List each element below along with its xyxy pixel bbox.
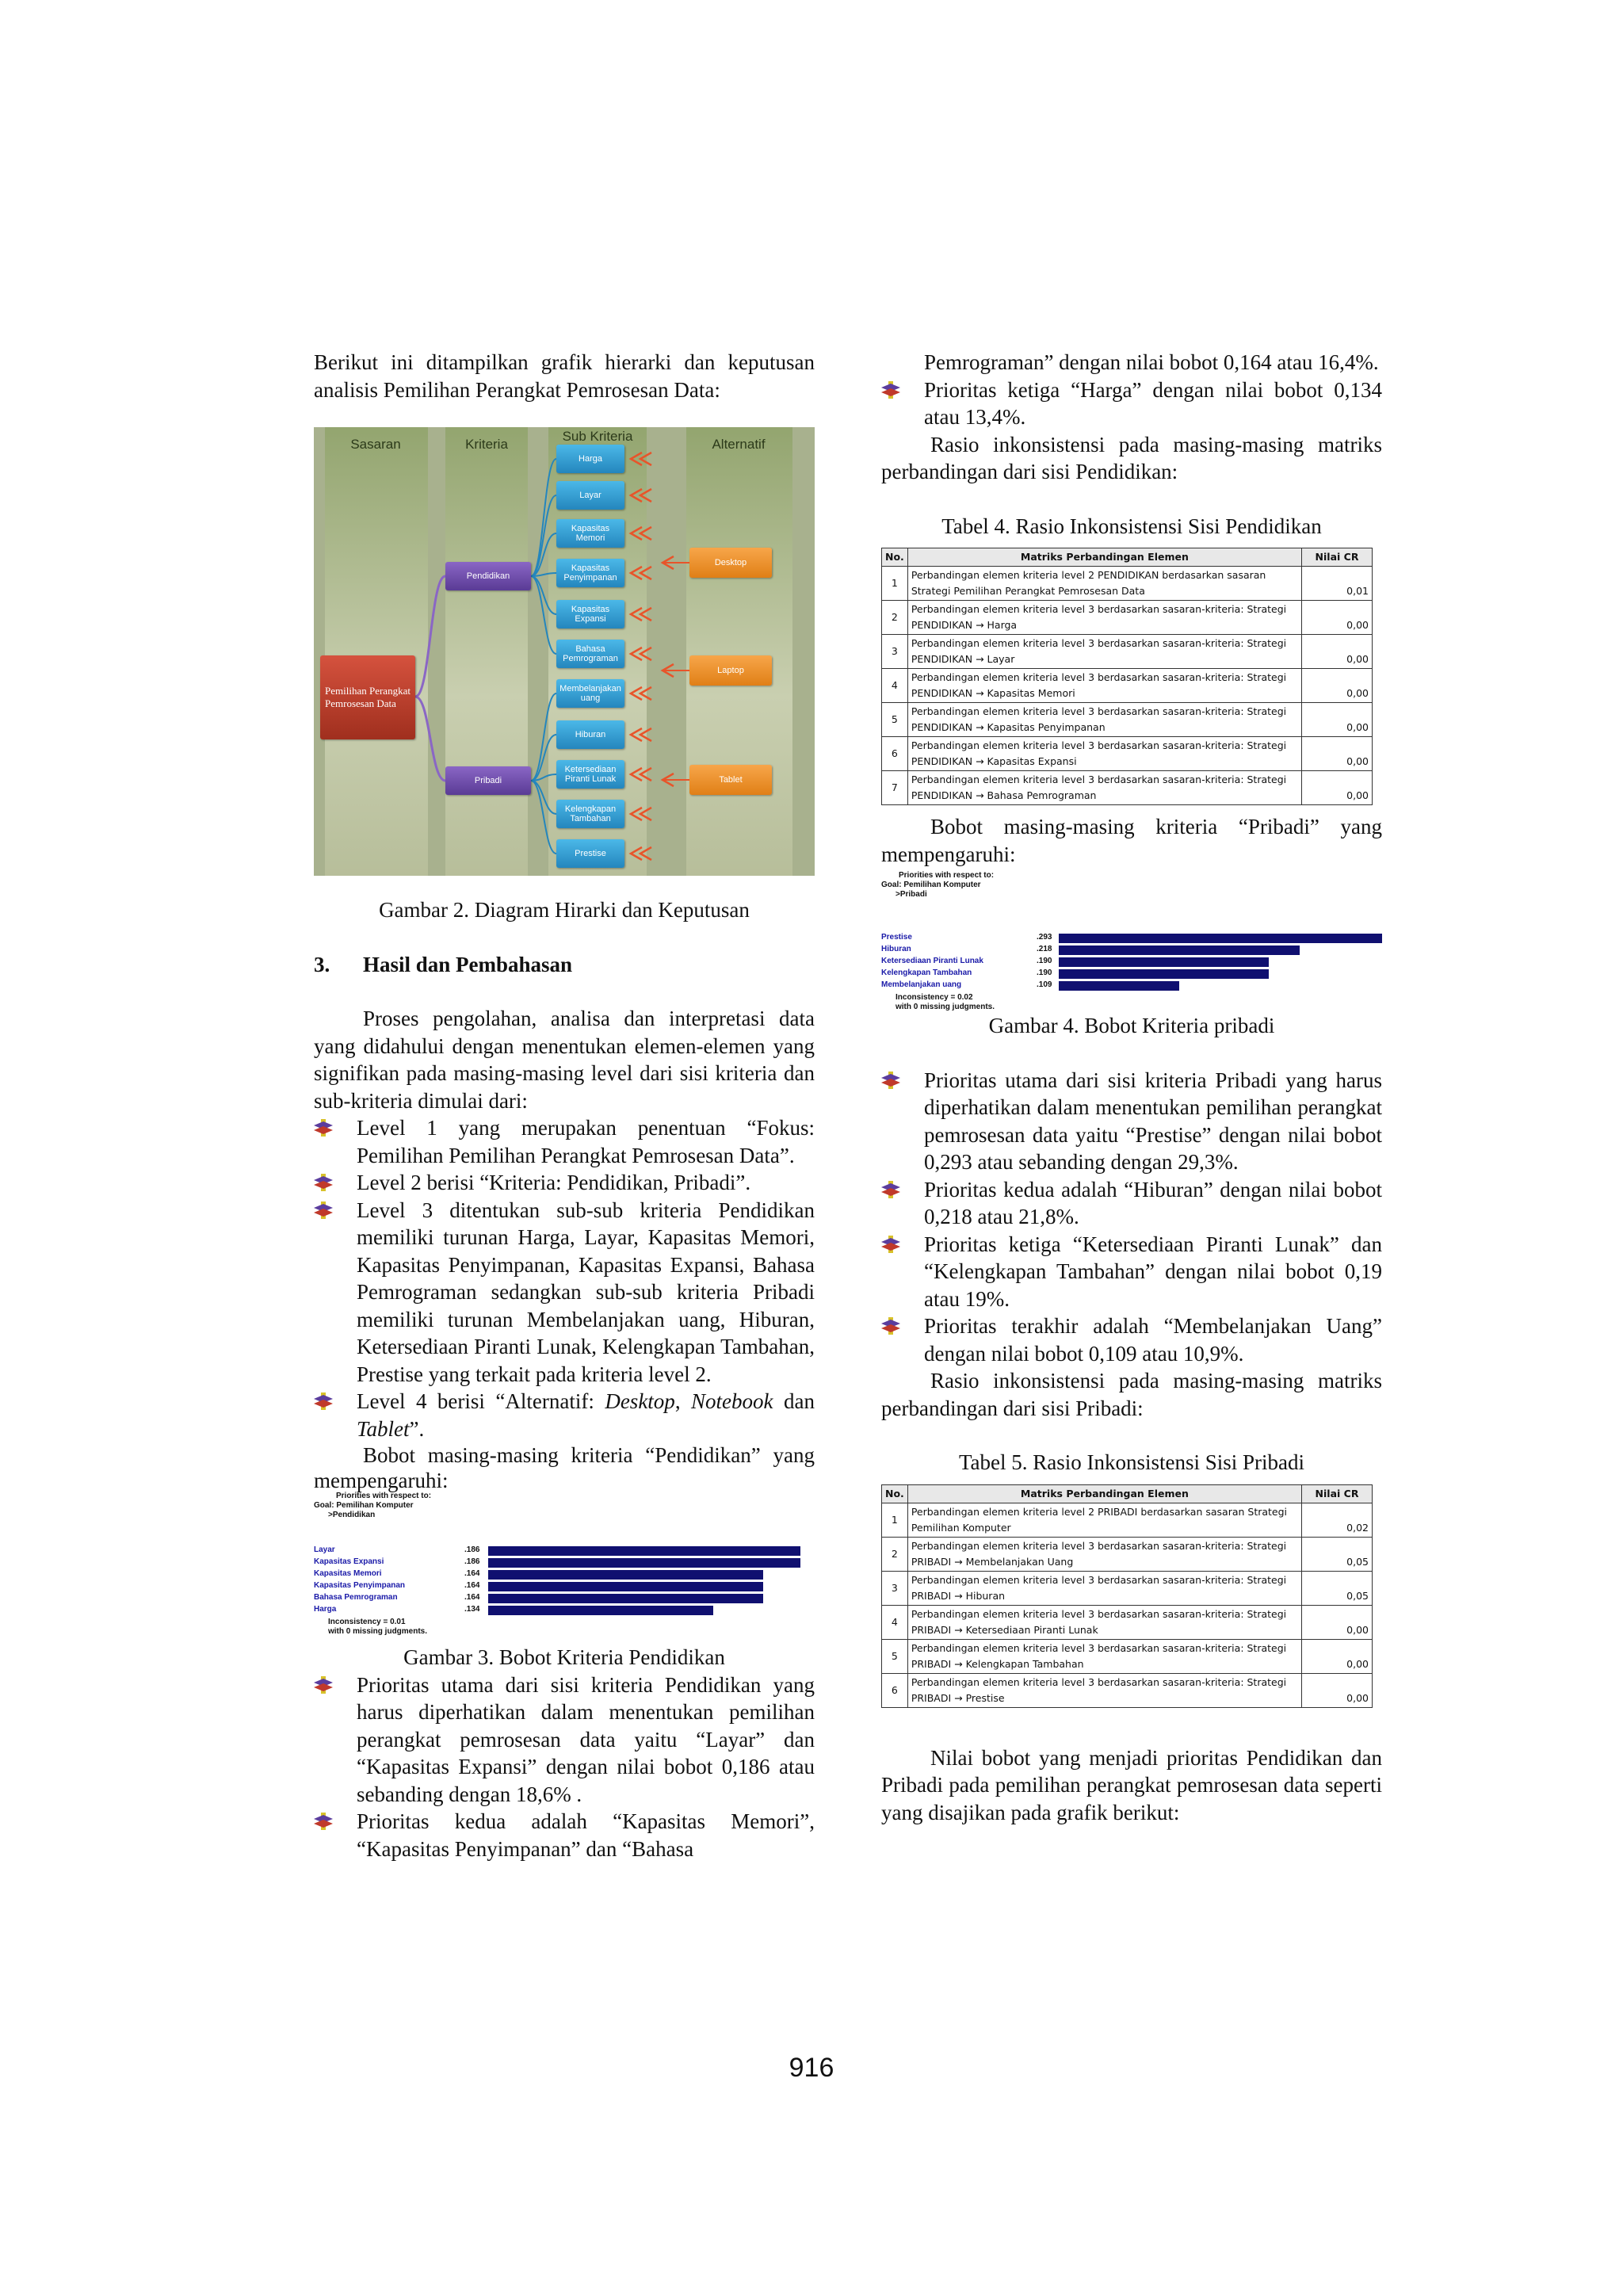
bullet-arrow-icon	[314, 1174, 333, 1191]
col-no: No.	[882, 548, 908, 567]
chart-bar	[488, 1606, 713, 1615]
col-sasaran: Sasaran	[350, 437, 401, 452]
list-item: Prioritas terakhir adalah “Membelanjakan Uang” dengan nilai bobot 0,109 atau 10,9%.	[881, 1312, 1382, 1367]
arrow-icon	[640, 648, 651, 660]
bullet-arrow-icon	[314, 1119, 333, 1137]
table-row	[882, 1571, 1373, 1605]
list-item: Level 4 berisi “Alternatif: Desktop, Notebook dan Tablet”.	[314, 1388, 815, 1442]
chart-category-label: Kapasitas Expansi	[314, 1557, 384, 1566]
right-column	[881, 349, 1382, 1826]
col-cr: Nilai CR	[1302, 1484, 1373, 1503]
priority-chart-pribadi	[881, 871, 1382, 1012]
connector-line	[531, 576, 556, 614]
table-4	[881, 548, 1373, 805]
subkriteria-node: Bahasa Pemrograman	[556, 640, 624, 668]
chart-title: Priorities with respect to:	[899, 871, 995, 880]
col-cr: Nilai CR	[1302, 548, 1373, 567]
list-item: Prioritas kedua adalah “Kapasitas Memori”, “Kapasitas Penyimpanan” dan “Bahasa	[314, 1808, 815, 1862]
connector-line	[531, 459, 556, 576]
chart-category-label: Membelanjakan uang	[881, 980, 962, 989]
bullet-arrow-icon	[314, 1201, 333, 1219]
col-kriteria: Kriteria	[465, 437, 508, 452]
bullet-arrow-icon	[881, 381, 900, 399]
list-item: Prioritas utama dari sisi kriteria Pendidikan yang harus diperhatikan dalam menentukan pemilihan perangkat pemrosesan data yaitu “Layar” dan “Kapasitas Expansi” dengan nilai bobot 0,186 atau sebanding dengan 18,6% .	[314, 1671, 815, 1809]
table-cell-no: 4	[882, 669, 908, 703]
table-cell-desc: Perbandingan elemen kriteria level 3 berdasarkan sasaran-kriteria: Strategi PRIBADI → Membelanjakan Uang	[907, 1537, 1301, 1571]
chart-bar	[1059, 969, 1269, 979]
kriteria-node-pendidikan: Pendidikan	[445, 562, 531, 590]
table-cell-desc: Perbandingan elemen kriteria level 3 berdasarkan sasaran-kriteria: Strategi PENDIDIKAN → Bahasa Pemrograman	[907, 771, 1301, 805]
table-row	[882, 601, 1373, 635]
chart-category-label: Bahasa Pemrograman	[314, 1593, 398, 1602]
chart-node: >Pribadi	[896, 890, 927, 899]
chart-category-label: Kapasitas Memori	[314, 1569, 382, 1578]
paragraph-final: Nilai bobot yang menjadi prioritas Pendidikan dan Pribadi pada pemilihan perangkat pemrosesan data seperti yang disajikan pada grafik berikut:	[881, 1745, 1382, 1824]
table-row	[882, 635, 1373, 669]
table-cell-desc: Perbandingan elemen kriteria level 3 berdasarkan sasaran-kriteria: Strategi PENDIDIKAN → Kapasitas Memori	[907, 669, 1301, 703]
table-header	[882, 548, 1373, 567]
goal-node: Pemilihan Perangkat Pemrosesan Data	[320, 655, 415, 739]
table-row	[882, 1639, 1373, 1673]
subkriteria-node: Membelanjakan uang	[556, 679, 624, 708]
table-cell-desc: Perbandingan elemen kriteria level 3 berdasarkan sasaran-kriteria: Strategi PRIBADI → Hiburan	[907, 1571, 1301, 1605]
chart-node: >Pendidikan	[328, 1511, 376, 1519]
arrow-icon	[640, 453, 651, 465]
bullet-arrow-icon	[881, 1072, 900, 1089]
chart-value-label: .218	[1037, 945, 1052, 953]
list-item: Prioritas utama dari sisi kriteria Pribadi yang harus diperhatikan dalam menentukan pemilihan perangkat pemrosesan data yaitu “Prestise” dengan nilai bobot 0,293 atau sebanding dengan 29,3%.	[881, 1067, 1382, 1176]
subkriteria-node: Kapasitas Memori	[556, 519, 624, 548]
table-4-caption: Tabel 4. Rasio Inkonsistensi Sisi Pendidikan	[941, 514, 1322, 538]
table-cell-cr: 0,00	[1302, 1605, 1373, 1639]
subkriteria-node: Prestise	[556, 839, 624, 868]
table-cell-desc: Perbandingan elemen kriteria level 2 PRIBADI berdasarkan sasaran Strategi Pemilihan Komputer	[907, 1503, 1301, 1537]
paragraph-bobot-pendidikan: Bobot masing-masing kriteria “Pendidikan” yang mempengaruhi:	[314, 1443, 815, 1492]
table-cell-cr: 0,00	[1302, 737, 1373, 771]
table-cell-cr: 0,00	[1302, 703, 1373, 737]
table-row	[882, 669, 1373, 703]
chart-inconsistency: Inconsistency = 0.01	[328, 1618, 406, 1626]
table-cell-no: 1	[882, 1503, 908, 1537]
table-cell-cr: 0,01	[1302, 567, 1373, 601]
col-alternatif: Alternatif	[712, 437, 766, 452]
chart-value-label: .164	[464, 1581, 480, 1590]
bullet-arrow-icon	[881, 1181, 900, 1198]
table-row	[882, 1503, 1373, 1537]
list-item: Level 3 ditentukan sub-sub kriteria Pendidikan memiliki turunan Harga, Layar, Kapasitas Memori, Kapasitas Penyimpanan, Kapasitas Expansi, Bahasa Pemrograman sedangkan sub-sub kriteria Pribadi memiliki turunan Membelanjakan uang, Hiburan, Ketersediaan Piranti Lunak, Kelengkapan Tambahan, Prestise yang terkait pada kriteria level 2.	[314, 1197, 815, 1389]
chart-value-label: .190	[1037, 968, 1052, 977]
bullet-arrow-icon	[314, 1676, 333, 1694]
table-cell-desc: Perbandingan elemen kriteria level 3 berdasarkan sasaran-kriteria: Strategi PENDIDIKAN → Kapasitas Penyimpanan	[907, 703, 1301, 737]
table-row	[882, 1537, 1373, 1571]
arrow-icon	[640, 847, 651, 860]
chart-category-label: Kapasitas Penyimpanan	[314, 1581, 406, 1590]
section-title: Hasil dan Pembahasan	[363, 952, 573, 976]
kriteria-node-pribadi: Pribadi	[445, 766, 531, 795]
table-cell-desc: Perbandingan elemen kriteria level 3 berdasarkan sasaran-kriteria: Strategi PRIBADI → Kelengkapan Tambahan	[907, 1639, 1301, 1673]
subkriteria-node: Ketersediaan Piranti Lunak	[556, 760, 624, 789]
chart-value-label: .164	[464, 1569, 480, 1578]
connector-line	[415, 697, 445, 781]
bullet-arrow-icon	[881, 1317, 900, 1335]
priority-list-pribadi	[881, 1067, 1382, 1368]
list-item: Prioritas kedua adalah “Hiburan” dengan nilai bobot 0,218 atau 21,8%.	[881, 1176, 1382, 1231]
table-cell-no: 6	[882, 1673, 908, 1707]
alternatif-node-desktop: Desktop	[689, 548, 772, 578]
table-cell-no: 6	[882, 737, 908, 771]
table-cell-desc: Perbandingan elemen kriteria level 3 berdasarkan sasaran-kriteria: Strategi PENDIDIKAN → Harga	[907, 601, 1301, 635]
figure-3-caption: Gambar 3. Bobot Kriteria Pendidikan	[403, 1645, 725, 1669]
paragraph-rasio-pribadi: Rasio inkonsistensi pada masing-masing matriks perbandingan dari sisi Pribadi:	[881, 1369, 1382, 1420]
connector-line	[415, 576, 445, 697]
chart-value-label: .164	[464, 1593, 480, 1602]
table-cell-no: 7	[882, 771, 908, 805]
table-cell-no: 2	[882, 1537, 908, 1571]
table-cell-no: 4	[882, 1605, 908, 1639]
table-cell-cr: 0,00	[1302, 601, 1373, 635]
chart-title: Priorities with respect to:	[336, 1492, 432, 1500]
paragraph-rasio-pendidikan: Rasio inkonsistensi pada masing-masing matriks perbandingan dari sisi Pendidikan:	[881, 432, 1382, 483]
chart-category-label: Prestise	[881, 933, 912, 942]
list-item: Prioritas ketiga “Ketersediaan Piranti Lunak” dan “Kelengkapan Tambahan” dengan nilai bobot 0,19 atau 19%.	[881, 1231, 1382, 1313]
chart-value-label: .186	[464, 1557, 480, 1566]
page-number: 916	[789, 2053, 834, 2083]
col-matrix: Matriks Perbandingan Elemen	[907, 548, 1301, 567]
chart-value-label: .134	[464, 1605, 480, 1614]
intro-paragraph: Berikut ini ditampilkan grafik hierarki dan keputusan analisis Pemilihan Perangkat Pemrosesan Data:	[314, 350, 815, 402]
arrow-icon	[640, 687, 651, 700]
table-cell-desc: Perbandingan elemen kriteria level 2 PENDIDIKAN berdasarkan sasaran Strategi Pemilihan Perangkat Pemrosesan Data	[907, 567, 1301, 601]
paragraph-bobot-pribadi: Bobot masing-masing kriteria “Pribadi” yang mempengaruhi:	[881, 815, 1382, 866]
col-subkriteria: Sub Kriteria	[562, 429, 633, 444]
priority-list-pendidikan	[314, 1671, 815, 1863]
figure-2-caption: Gambar 2. Diagram Hirarki dan Keputusan	[379, 898, 750, 922]
priority-list-pendidikan-cont	[881, 376, 1382, 431]
paragraph-process: Proses pengolahan, analisa dan interpretasi data yang didahului dengan menentukan elemen-elemen yang signifikan pada masing-masing level dari sisi kriteria dan sub-kriteria dimulai dari:	[314, 1007, 815, 1113]
table-cell-cr: 0,02	[1302, 1503, 1373, 1537]
bullet-arrow-icon	[314, 1392, 333, 1410]
chart-category-label: Layar	[314, 1545, 335, 1554]
chart-bar	[1059, 934, 1382, 943]
continued-text: Pemrograman” dengan nilai bobot 0,164 atau 16,4%.	[924, 350, 1379, 374]
connector-line	[531, 576, 556, 654]
table-cell-cr: 0,00	[1302, 1673, 1373, 1707]
table-cell-no: 3	[882, 1571, 908, 1605]
table-header	[882, 1484, 1373, 1503]
table-5-caption: Tabel 5. Rasio Inkonsistensi Sisi Pribadi	[958, 1450, 1305, 1474]
table-row	[882, 703, 1373, 737]
figure-4-caption: Gambar 4. Bobot Kriteria pribadi	[988, 1014, 1275, 1037]
alternatif-node-laptop: Laptop	[689, 655, 772, 686]
table-cell-desc: Perbandingan elemen kriteria level 3 berdasarkan sasaran-kriteria: Strategi PENDIDIKAN → Layar	[907, 635, 1301, 669]
subkriteria-node: Kapasitas Penyimpanan	[556, 559, 624, 587]
arrow-icon	[640, 608, 651, 621]
table-cell-no: 5	[882, 703, 908, 737]
arrow-icon	[640, 489, 651, 502]
chart-bar	[1059, 946, 1300, 955]
chart-subtitle: Goal: Pemilihan Komputer	[314, 1501, 414, 1510]
chart-value-label: .186	[464, 1545, 480, 1554]
chart-category-label: Harga	[314, 1605, 337, 1614]
left-column	[314, 349, 815, 1862]
subkriteria-node: Layar	[556, 481, 624, 510]
section-heading	[314, 951, 815, 979]
bullet-arrow-icon	[881, 1236, 900, 1253]
list-item: Prioritas ketiga “Harga” dengan nilai bobot 0,134 atau 13,4%.	[881, 376, 1382, 431]
chart-missing: with 0 missing judgments.	[896, 1003, 995, 1011]
col-matrix: Matriks Perbandingan Elemen	[907, 1484, 1301, 1503]
chart-category-label: Ketersediaan Piranti Lunak	[881, 957, 983, 965]
priority-chart-pendidikan	[314, 1492, 815, 1644]
connector-line	[531, 781, 556, 854]
chart-subtitle: Goal: Pemilihan Komputer	[881, 881, 981, 889]
arrow-icon	[640, 768, 651, 781]
arrow-icon	[640, 728, 651, 741]
arrow-icon	[640, 527, 651, 540]
table-cell-desc: Perbandingan elemen kriteria level 3 berdasarkan sasaran-kriteria: Strategi PRIBADI → Prestise	[907, 1673, 1301, 1707]
alternatif-node-tablet: Tablet	[689, 765, 772, 795]
table-cell-no: 1	[882, 567, 908, 601]
table-5	[881, 1484, 1373, 1708]
chart-bar	[488, 1594, 763, 1603]
subkriteria-node: Kelengkapan Tambahan	[556, 800, 624, 828]
table-cell-cr: 0,05	[1302, 1571, 1373, 1605]
chart-bar	[1059, 981, 1179, 991]
hierarchy-diagram	[314, 427, 815, 876]
arrow-icon	[640, 567, 651, 579]
table-cell-no: 5	[882, 1639, 908, 1673]
table-cell-cr: 0,00	[1302, 669, 1373, 703]
table-row	[882, 737, 1373, 771]
table-row	[882, 567, 1373, 601]
col-no: No.	[882, 1484, 908, 1503]
section-number: 3.	[314, 952, 330, 976]
chart-bar	[488, 1546, 800, 1556]
chart-bar	[488, 1558, 800, 1568]
table-cell-no: 2	[882, 601, 908, 635]
chart-category-label: Hiburan	[881, 945, 911, 953]
table-cell-cr: 0,00	[1302, 1639, 1373, 1673]
connector-line	[531, 781, 556, 814]
table-row	[882, 771, 1373, 805]
chart-inconsistency: Inconsistency = 0.02	[896, 993, 973, 1002]
table-cell-cr: 0,05	[1302, 1537, 1373, 1571]
chart-value-label: .190	[1037, 957, 1052, 965]
chart-value-label: .109	[1037, 980, 1052, 989]
arrow-icon	[640, 808, 651, 820]
subkriteria-node: Hiburan	[556, 720, 624, 749]
chart-value-label: .293	[1037, 933, 1052, 942]
list-item: Level 1 yang merupakan penentuan “Fokus: Pemilihan Pemilihan Perangkat Pemrosesan Data”.	[314, 1114, 815, 1169]
list-item: Level 2 berisi “Kriteria: Pendidikan, Pribadi”.	[314, 1169, 815, 1197]
subkriteria-node: Harga	[556, 445, 624, 473]
table-row	[882, 1673, 1373, 1707]
table-row	[882, 1605, 1373, 1639]
level-list	[314, 1114, 815, 1442]
chart-bar	[1059, 957, 1269, 967]
table-cell-cr: 0,00	[1302, 771, 1373, 805]
chart-bar	[488, 1582, 763, 1591]
table-cell-no: 3	[882, 635, 908, 669]
table-cell-desc: Perbandingan elemen kriteria level 3 berdasarkan sasaran-kriteria: Strategi PRIBADI → Ketersediaan Piranti Lunak	[907, 1605, 1301, 1639]
table-cell-cr: 0,00	[1302, 635, 1373, 669]
chart-category-label: Kelengkapan Tambahan	[881, 968, 972, 977]
table-cell-desc: Perbandingan elemen kriteria level 3 berdasarkan sasaran-kriteria: Strategi PENDIDIKAN → Kapasitas Expansi	[907, 737, 1301, 771]
chart-missing: with 0 missing judgments.	[328, 1627, 428, 1636]
bullet-arrow-icon	[314, 1813, 333, 1830]
chart-bar	[488, 1570, 763, 1580]
subkriteria-node: Kapasitas Expansi	[556, 600, 624, 628]
